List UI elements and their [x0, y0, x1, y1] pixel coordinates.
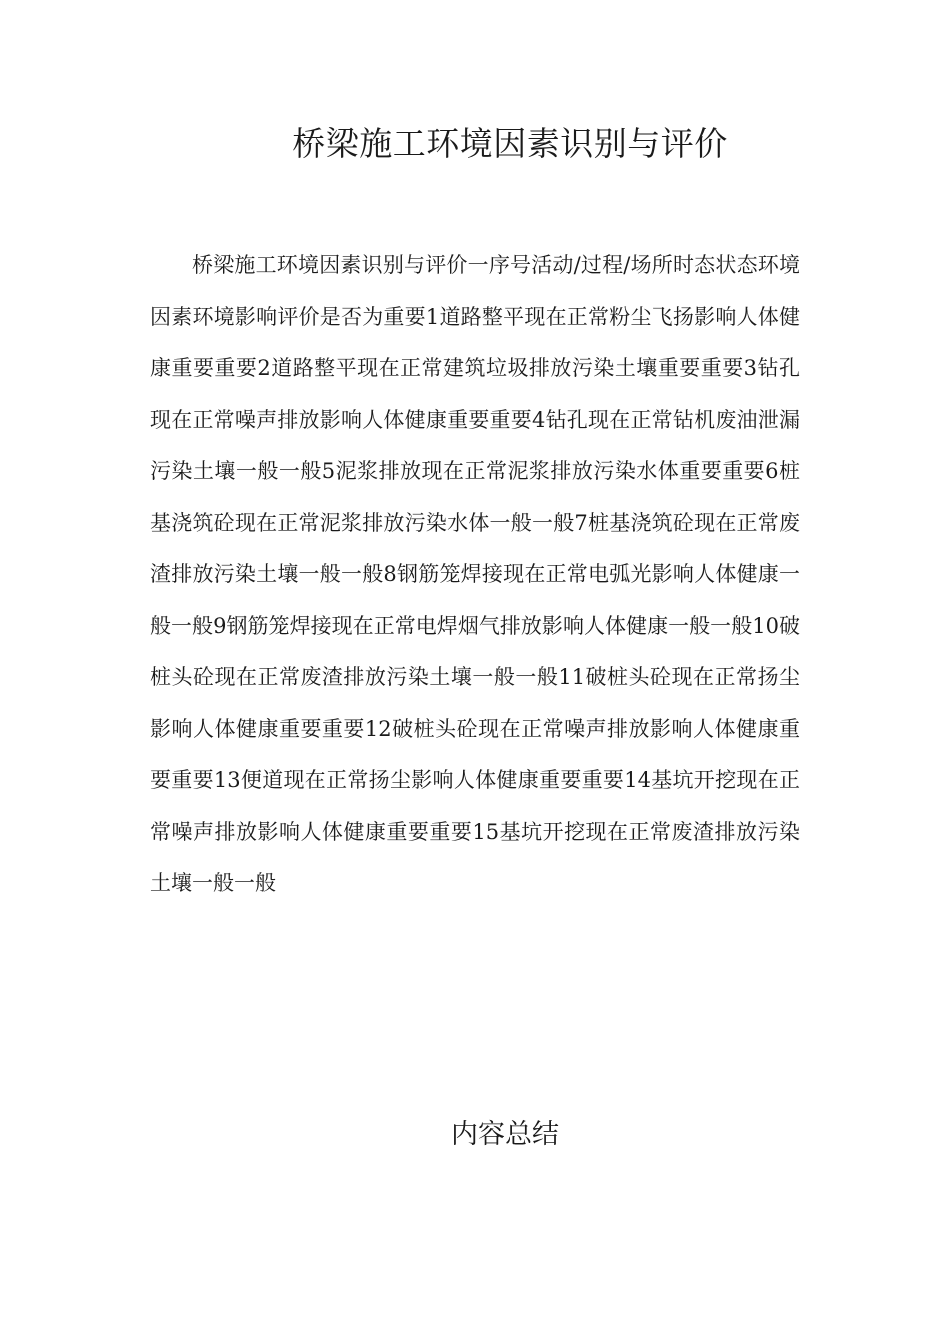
- summary-heading: 内容总结: [451, 1119, 559, 1150]
- document-body-paragraph: 桥梁施工环境因素识别与评价一序号活动/过程/场所时态状态环境因素环境影响评价是否为重要1道路整平现在正常粉尘飞扬影响人体健康重要重要2道路整平现在正常建筑垃圾排放污染土壤重要重要3钻孔现在正常噪声排放影响人体健康重要重要4钻孔现在正常钻机废油泄漏污染土壤一般一般5泥浆排放现在正常泥浆排放污染水体重要重要6桩基浇筑砼现在正常泥浆排放污染水体一般一般7桩基浇筑砼现在正常废渣排放污染土壤一般一般8钢筋笼焊接现在正常电弧光影响人体健康一般一般9钢筋笼焊接现在正常电焊烟气排放影响人体健康一般一般10破桩头砼现在正常废渣排放污染土壤一般一般11破桩头砼现在正常扬尘影响人体健康重要重要12破桩头砼现在正常噪声排放影响人体健康重要重要13便道现在正常扬尘影响人体健康重要重要14基坑开挖现在正常噪声排放影响人体健康重要重要15基坑开挖现在正常废渣排放污染土壤一般一般: [150, 253, 800, 895]
- document-title: 桥梁施工环境因素识别与评价: [292, 124, 728, 163]
